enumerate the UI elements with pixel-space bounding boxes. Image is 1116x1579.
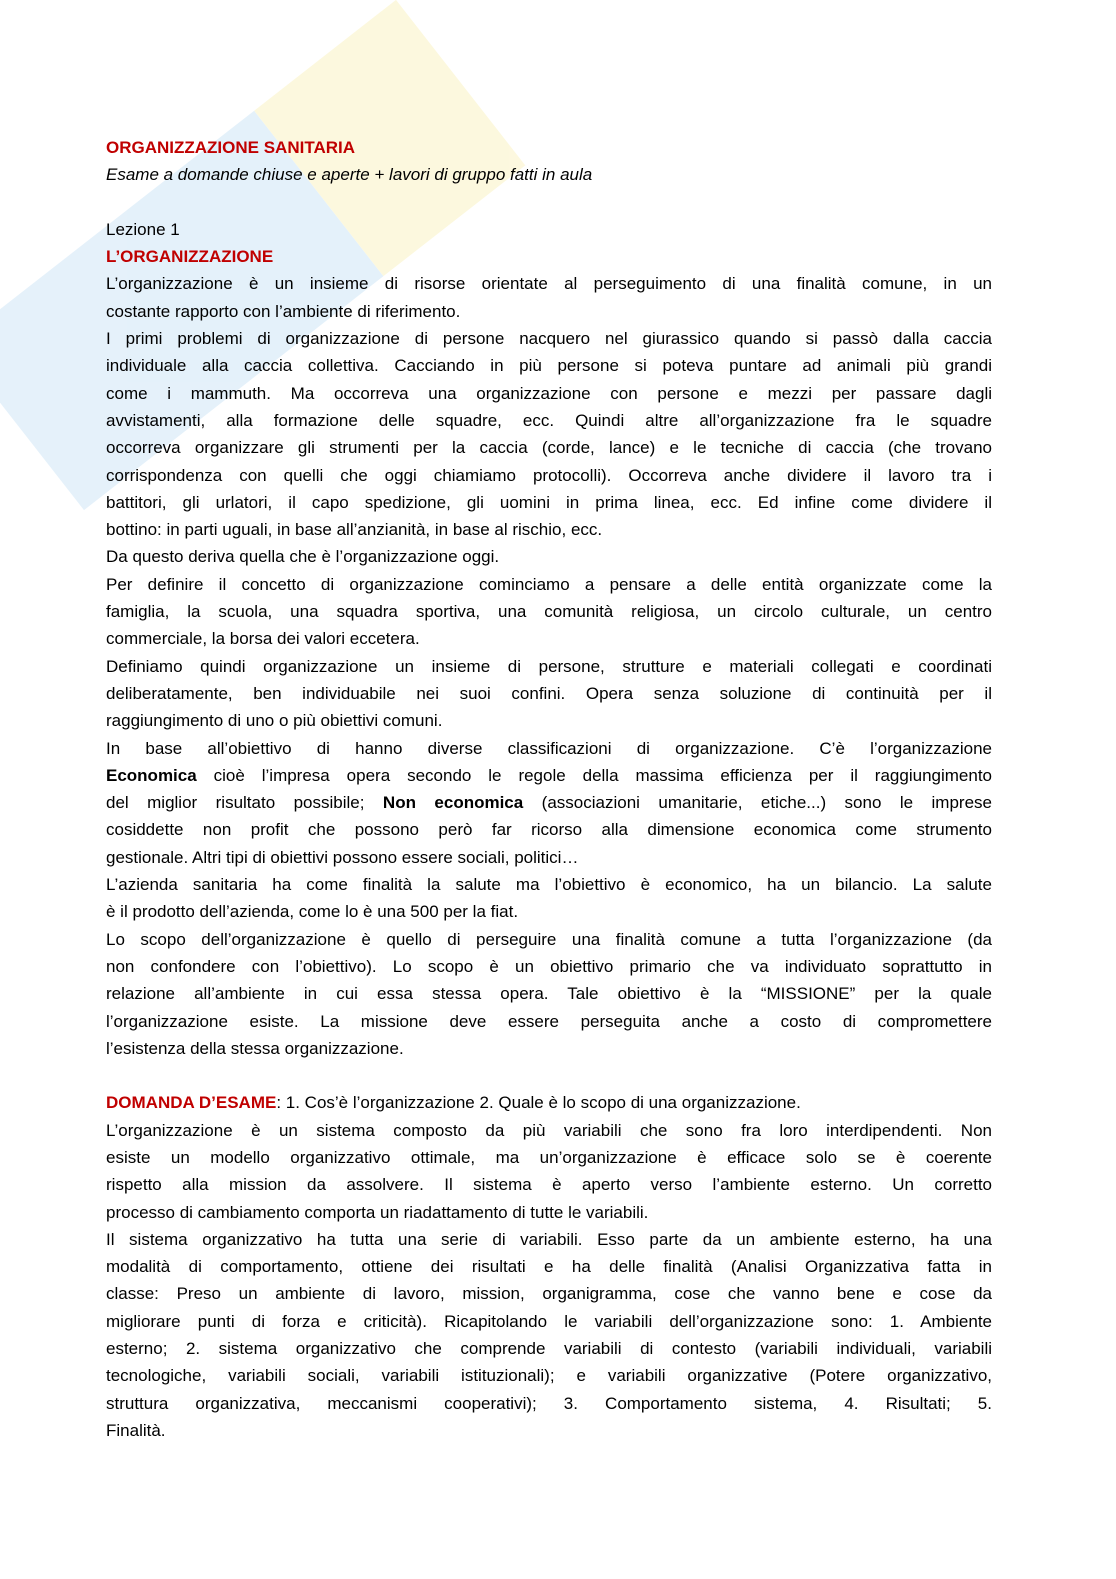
text-line: processo di cambiamento comporta un riadattamento di tutte le variabili.	[106, 1202, 649, 1222]
bold-term: Non economica	[382, 793, 524, 813]
text-line: cosiddette non profit che possono però far ricorso alla dimensione economica come strumento	[106, 820, 992, 840]
text-line: rispetto alla mission da assolvere. Il sistema è aperto verso l’ambiente esterno. Un corretto	[106, 1175, 992, 1195]
paragraph	[106, 735, 992, 871]
text-line: corrispondenza con quelli che oggi chiamiamo protocolli). Occorreva anche dividere il lavoro tra i	[106, 465, 992, 485]
paragraph	[106, 543, 992, 570]
lesson-label: Lezione 1	[106, 219, 180, 239]
text-line: Il sistema organizzativo ha tutta una serie di variabili. Esso parte da un ambiente esterno, ha una	[106, 1229, 992, 1249]
text-line: esterno; 2. sistema organizzativo che comprende variabili di contesto (variabili individuali, variabili	[106, 1339, 992, 1359]
paragraph	[106, 926, 992, 1062]
document-subtitle: Esame a domande chiuse e aperte + lavori di gruppo fatti in aula	[106, 165, 593, 185]
text-line: deliberatamente, ben individuabile nei suoi confini. Opera senza soluzione di continuità per il	[106, 683, 992, 703]
text-segment: : 1. Cos’è l’organizzazione 2. Quale è lo scopo di una organizzazione.	[276, 1093, 801, 1113]
text-line: individuale alla caccia collettiva. Cacciando in più persone si poteva puntare ad animali più grandi	[106, 356, 992, 376]
text-line: avvistamenti, alla formazione delle squadre, ecc. Quindi altre all’organizzazione fra le squadre	[106, 410, 992, 430]
text-line: bottino: in parti uguali, in base all’anzianità, in base al rischio, ecc.	[106, 520, 603, 540]
text-line: L’azienda sanitaria ha come finalità la salute ma l’obiettivo è economico, ha un bilancio. La salute	[106, 875, 992, 895]
text-segment: del miglior risultato possibile;	[106, 793, 383, 813]
blank-line	[106, 1062, 992, 1089]
paragraph	[106, 1226, 992, 1444]
paragraph	[106, 871, 992, 926]
bold-term: Economica	[106, 765, 197, 785]
paragraph	[106, 1089, 992, 1116]
document-body	[106, 134, 992, 1444]
text-line: è il prodotto dell’azienda, come lo è una 500 per la fiat.	[106, 902, 519, 922]
text-line: Finalità.	[106, 1420, 166, 1440]
text-line: famiglia, la scuola, una squadra sportiva, una comunità religiosa, un circolo culturale, un centro	[106, 602, 992, 622]
text-line: Lo scopo dell’organizzazione è quello di perseguire una finalità comune a tutta l’organizzazione (da	[106, 929, 992, 949]
text-line: modalità di comportamento, ottiene dei risultati e ha delle finalità (Analisi Organizzativa fatta in	[106, 1257, 992, 1277]
text-line: esiste un modello organizzativo ottimale, ma un’organizzazione è efficace solo se è coerente	[106, 1147, 992, 1167]
text-line: classe: Preso un ambiente di lavoro, mission, organigramma, cose che vanno bene e cose da	[106, 1284, 992, 1304]
text-line: raggiungimento di uno o più obiettivi comuni.	[106, 711, 443, 731]
text-line: I primi problemi di organizzazione di persone nacquero nel giurassico quando si passò dalla caccia	[106, 329, 992, 349]
text-segment: (associazioni umanitarie, etiche...) sono le imprese	[523, 793, 992, 813]
text-line: non confondere con l’obiettivo). Lo scopo è un obiettivo primario che va individuato soprattutto in	[106, 956, 992, 976]
text-line: l’organizzazione esiste. La missione deve essere perseguita anche a costo di compromettere	[106, 1011, 992, 1031]
paragraph	[106, 270, 992, 325]
text-line: Per definire il concetto di organizzazione cominciamo a pensare a delle entità organizzate come la	[106, 574, 992, 594]
text-line: relazione all’ambiente in cui essa stessa opera. Tale obiettivo è la “MISSIONE” per la quale	[106, 984, 992, 1004]
text-line: occorreva organizzare gli strumenti per la caccia (corde, lance) e le tecniche di caccia (che trovano	[106, 438, 992, 458]
text-line: L’organizzazione è un sistema composto da più variabili che sono fra loro interdipendenti. Non	[106, 1120, 992, 1140]
text-line: costante rapporto con l’ambiente di riferimento.	[106, 301, 461, 321]
paragraph	[106, 571, 992, 653]
text-line: In base all’obiettivo di hanno diverse classificazioni di organizzazione. C’è l’organizzazione	[106, 738, 992, 758]
text-segment: cioè l’impresa opera secondo le regole della massima efficienza per il raggiungimento	[196, 765, 992, 785]
text-line: tecnologiche, variabili sociali, variabili istituzionali); e variabili organizzative (Potere organizzativo,	[106, 1366, 992, 1386]
text-line: migliorare punti di forza e criticità). Ricapitolando le variabili dell’organizzazione sono: 1. Ambiente	[106, 1311, 992, 1331]
paragraph	[106, 1117, 992, 1226]
exam-question-label: DOMANDA D’ESAME	[106, 1093, 277, 1113]
text-line: struttura organizzativa, meccanismi cooperativi); 3. Comportamento sistema, 4. Risultati; 5.	[106, 1393, 992, 1413]
paragraph	[106, 325, 992, 543]
text-line	[106, 762, 992, 789]
text-line: battitori, gli urlatori, il capo spedizione, gli uomini in prima linea, ecc. Ed infine come dividere il	[106, 492, 992, 512]
document-title: ORGANIZZAZIONE SANITARIA	[106, 138, 356, 157]
text-line	[106, 1089, 992, 1116]
text-line	[106, 789, 992, 816]
text-line: Da questo deriva quella che è l’organizzazione oggi.	[106, 547, 500, 567]
text-line: gestionale. Altri tipi di obiettivi possono essere sociali, politici…	[106, 847, 579, 867]
paragraph	[106, 653, 992, 735]
text-line: L’organizzazione è un insieme di risorse orientate al perseguimento di una finalità comune, in un	[106, 274, 992, 294]
section-heading: L’ORGANIZZAZIONE	[106, 247, 274, 267]
text-line: commerciale, la borsa dei valori eccetera.	[106, 629, 420, 649]
text-line: come i mammuth. Ma occorreva una organizzazione con persone e mezzi per passare dagli	[106, 383, 992, 403]
text-line: Definiamo quindi organizzazione un insieme di persone, strutture e materiali collegati e coordinati	[106, 656, 992, 676]
text-line: l’esistenza della stessa organizzazione.	[106, 1038, 404, 1058]
